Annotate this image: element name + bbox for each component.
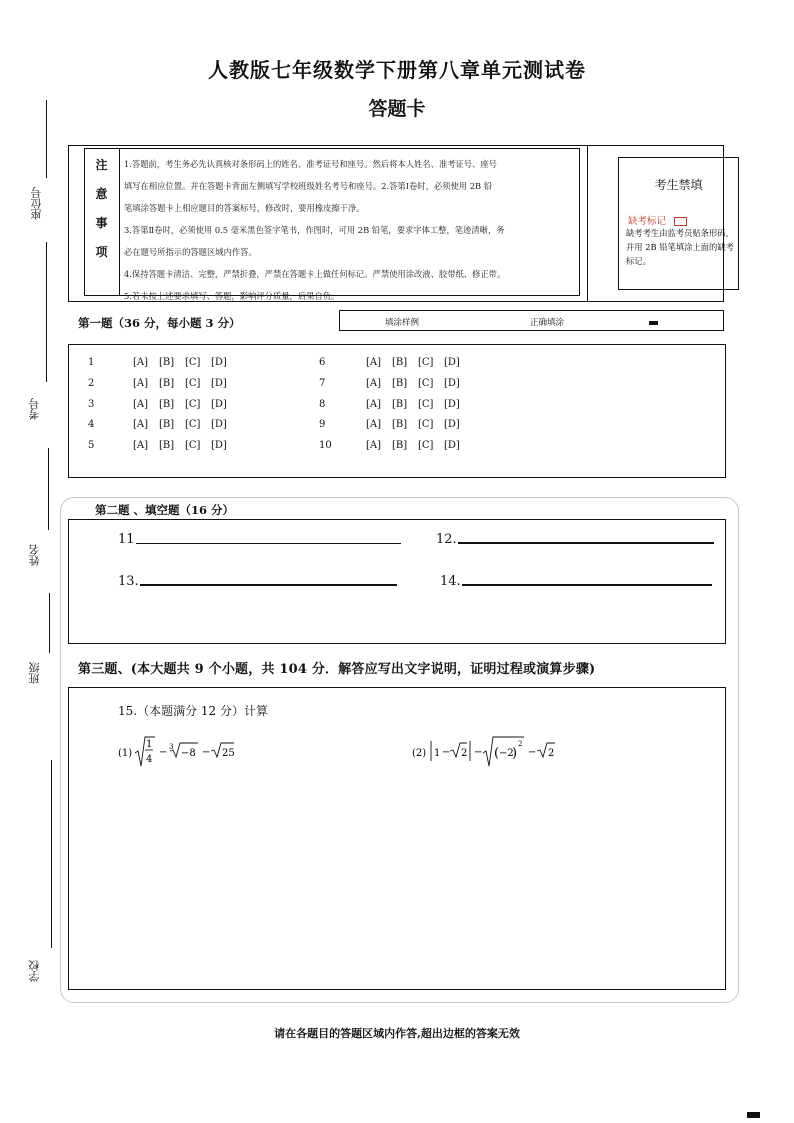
mc-option-bubble[interactable]: [B]	[392, 419, 408, 430]
mc-option-bubble[interactable]: [B]	[392, 378, 408, 389]
mc-question-row	[88, 419, 237, 430]
mc-option-bubble[interactable]: [A]	[366, 399, 382, 410]
radicand: −2	[499, 748, 514, 759]
fraction-denominator: 4	[146, 754, 153, 765]
notice-line: 5.若未按上述要求填写、答题，影响评分质量，后果自负。	[124, 291, 340, 301]
exam-box-title: 考生禁填	[654, 178, 703, 192]
fraction-numerator: 1	[146, 739, 153, 750]
radicand: −8	[181, 748, 196, 759]
mc-option-bubble[interactable]: [D]	[444, 399, 460, 410]
mc-question-row	[88, 378, 237, 389]
mc-option-bubble[interactable]: [D]	[211, 378, 227, 389]
mc-option-bubble[interactable]: [C]	[185, 419, 201, 430]
mc-option-bubble[interactable]: [B]	[392, 440, 408, 451]
term: 1	[434, 748, 441, 759]
mc-question-number: 7	[319, 378, 326, 389]
mc-option-bubble[interactable]: [D]	[444, 440, 460, 451]
mc-option-bubble[interactable]: [D]	[444, 357, 460, 368]
mc-question-row	[319, 357, 470, 368]
mc-option-bubble[interactable]: [C]	[418, 440, 434, 451]
notice-line: 填写在相应位置。并在答题卡背面左侧填写学校班级姓名考号和座号。2.答第Ⅰ卷时，必须使用 2B 铅	[124, 181, 493, 191]
notice-label-char: 注	[95, 158, 108, 172]
absent-mark-label: 缺考标记	[628, 216, 667, 227]
fill-example-label: 填涂样例	[385, 318, 420, 328]
radicand: 2	[461, 748, 468, 759]
mc-option-bubble[interactable]: [B]	[159, 440, 175, 451]
mc-question-row	[319, 419, 470, 430]
mc-option-bubble[interactable]: [A]	[133, 419, 149, 430]
correct-fill-mark	[649, 321, 658, 325]
blank-11[interactable]	[118, 532, 401, 547]
mc-option-bubble[interactable]: [C]	[418, 378, 434, 389]
mc-question-row	[319, 399, 470, 410]
minus-sign: −	[474, 747, 483, 758]
blank-number: 13.	[118, 574, 139, 589]
cube-root-index: 3	[169, 743, 174, 751]
binding-label-school: 学校	[28, 960, 41, 982]
notice-line: 3.答第Ⅱ卷时，必须使用 0.5 毫米黑色签字笔书，作图时，可用 2B 铅笔，要求字体工整，笔迹清晰，务	[124, 225, 505, 235]
mc-option-bubble[interactable]: [B]	[159, 357, 175, 368]
corner-marker	[747, 1112, 760, 1118]
mc-question-number: 6	[319, 357, 326, 368]
mc-option-bubble[interactable]: [C]	[185, 378, 201, 389]
binding-label-name: 姓名	[28, 544, 41, 566]
binding-line	[46, 242, 47, 382]
minus-sign: −	[528, 747, 537, 758]
blank-14[interactable]	[440, 574, 712, 589]
mc-option-bubble[interactable]: [B]	[159, 378, 175, 389]
notice-divider	[587, 145, 588, 302]
binding-line	[49, 593, 50, 653]
blank-line	[136, 542, 401, 544]
notice-line: 必在题号所指示的答题区域内作答。	[124, 247, 257, 257]
paren: (	[494, 746, 500, 761]
blank-number: 11	[118, 532, 135, 547]
q15-sub2-label: (2)	[412, 748, 427, 759]
mc-option-bubble[interactable]: [A]	[133, 357, 149, 368]
mc-question-row	[319, 378, 470, 389]
binding-label-seat: 座位号	[30, 187, 43, 221]
mc-question-row	[88, 357, 237, 368]
mc-option-bubble[interactable]: [B]	[159, 399, 175, 410]
mc-question-number: 10	[319, 440, 332, 451]
mc-question-number: 2	[88, 378, 95, 389]
question15-title: 15.（本题满分 12 分）计算	[118, 704, 268, 718]
minus-sign: −	[202, 747, 211, 758]
blank-line	[462, 583, 712, 586]
binding-label-exam-no: 考号	[28, 398, 41, 420]
notice-text	[124, 153, 576, 307]
absent-mark-row	[628, 213, 687, 227]
minus-sign: −	[159, 747, 168, 758]
binding-line	[48, 448, 49, 530]
mc-option-bubble[interactable]: [D]	[444, 419, 460, 430]
mc-question-number: 9	[319, 419, 326, 430]
notice-line: 4.保持答题卡清洁、完整，严禁折叠，严禁在答题卡上做任何标记。严禁使用涂改液、胶带纸、修正带。	[124, 269, 506, 279]
mc-question-row	[88, 399, 237, 410]
mc-option-bubble[interactable]: [C]	[418, 357, 434, 368]
footer-warning: 请在各题目的答题区域内作答,超出边框的答案无效	[274, 1027, 520, 1040]
mc-option-bubble[interactable]: [C]	[185, 440, 201, 451]
mc-option-bubble[interactable]: [A]	[133, 378, 149, 389]
page-title: 人教版七年级数学下册第八章单元测试卷	[208, 58, 586, 82]
mc-option-bubble[interactable]: [C]	[418, 399, 434, 410]
notice-label-char: 项	[95, 245, 108, 259]
absent-note: 缺考考生由监考员贴条形码，并用 2B 铅笔填涂上面的缺考标记。	[626, 228, 734, 266]
binding-line	[46, 100, 47, 178]
notice-line: 笔填涂答题卡上相应题目的答案标号，修改时，要用橡皮擦干净。	[124, 203, 365, 213]
blank-12[interactable]	[436, 532, 714, 547]
absent-mark-checkbox[interactable]	[674, 217, 687, 226]
mc-option-bubble[interactable]: [A]	[366, 357, 382, 368]
mc-question-row	[319, 440, 470, 451]
mc-option-bubble[interactable]: [D]	[211, 399, 227, 410]
blank-number: 12.	[436, 532, 457, 547]
mc-question-number: 8	[319, 399, 326, 410]
notice-line: 1.答题前，考生务必先认真核对条形码上的姓名、准考证号和座号。然后将本人姓名、准考证号、座号	[124, 159, 497, 169]
mc-option-bubble[interactable]: [A]	[133, 399, 149, 410]
minus-sign: −	[442, 747, 451, 758]
blank-line	[458, 541, 714, 544]
exponent: 2	[518, 740, 523, 748]
q15-sub1-label: (1)	[118, 748, 133, 759]
blank-number: 14.	[440, 574, 461, 589]
q15-expression-1	[118, 735, 248, 769]
mc-question-number: 1	[88, 357, 95, 368]
section1-heading: 第一题（36 分，每小题 3 分）	[78, 316, 241, 330]
paren: )	[512, 746, 518, 761]
binding-line	[51, 760, 52, 948]
q15-expression-2	[412, 735, 572, 769]
mc-question-number: 5	[88, 440, 95, 451]
radicand: 2	[548, 748, 555, 759]
section2-heading: 第二题 、填空题（16 分）	[95, 503, 235, 517]
mc-option-bubble[interactable]: [D]	[211, 419, 227, 430]
mc-option-bubble[interactable]: [C]	[418, 419, 434, 430]
blank-13[interactable]	[118, 574, 397, 589]
mc-option-bubble[interactable]: [C]	[185, 399, 201, 410]
notice-label-char: 事	[95, 216, 108, 230]
blank-line	[140, 583, 397, 586]
page-subtitle: 答题卡	[368, 98, 426, 120]
mc-option-bubble[interactable]: [A]	[366, 378, 382, 389]
mc-option-bubble[interactable]: [A]	[366, 419, 382, 430]
mc-option-bubble[interactable]: [D]	[211, 357, 227, 368]
question15-area	[68, 687, 726, 990]
mc-option-bubble[interactable]: [A]	[366, 440, 382, 451]
mc-question-row	[88, 440, 237, 451]
mc-question-number: 4	[88, 419, 95, 430]
binding-label-class: 班级	[28, 662, 41, 684]
radicand: 25	[222, 748, 235, 759]
mc-option-bubble[interactable]: [B]	[159, 419, 175, 430]
mc-option-bubble[interactable]: [D]	[211, 440, 227, 451]
notice-label	[84, 148, 120, 296]
mc-option-bubble[interactable]: [A]	[133, 440, 149, 451]
correct-fill-label: 正确填涂	[530, 318, 565, 328]
notice-label-char: 意	[95, 187, 108, 201]
mc-question-number: 3	[88, 399, 95, 410]
section3-heading: 第三题、(本大题共 9 个小题，共 104 分．解答应写出文字说明，证明过程或演算步骤)	[78, 662, 596, 677]
mc-option-bubble[interactable]: [B]	[392, 357, 408, 368]
mc-option-bubble[interactable]: [C]	[185, 357, 201, 368]
mc-option-bubble[interactable]: [D]	[444, 378, 460, 389]
mc-option-bubble[interactable]: [B]	[392, 399, 408, 410]
